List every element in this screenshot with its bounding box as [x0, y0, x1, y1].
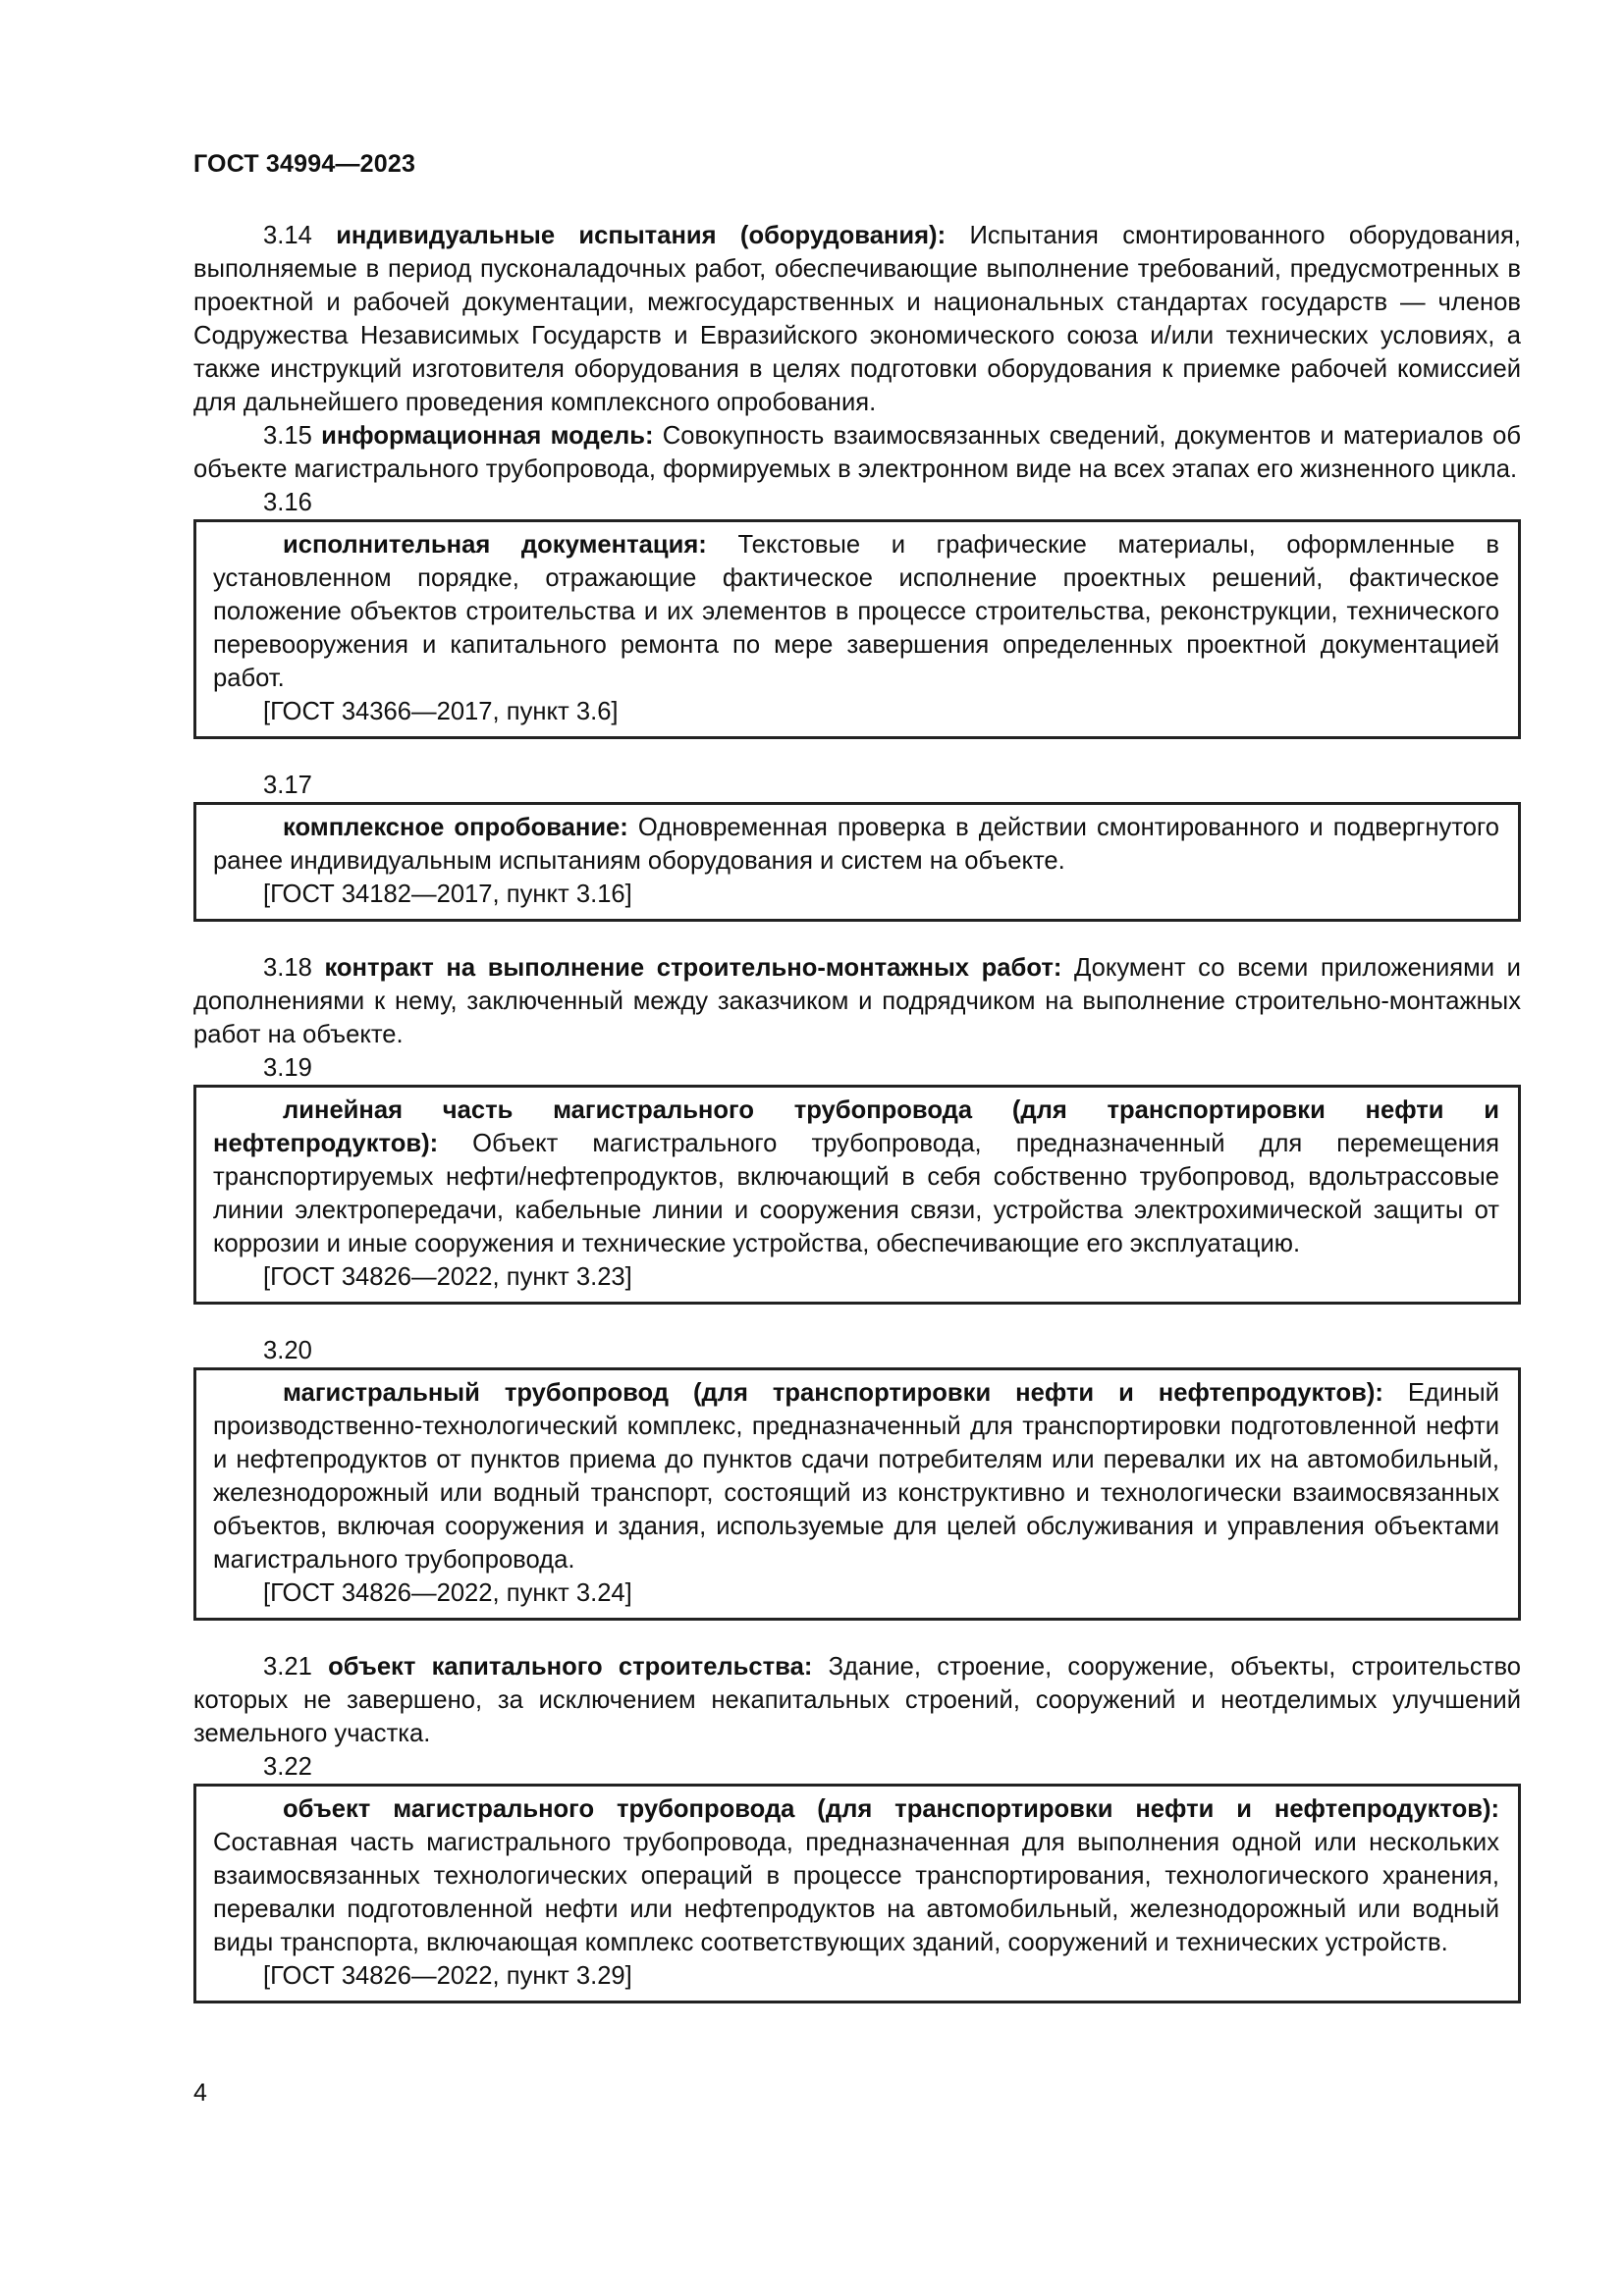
- term-title: магистральный трубопровод (для транспортировки нефти и нефтепродуктов):: [283, 1379, 1383, 1407]
- term-entry-3-21: [193, 1650, 1521, 1750]
- quoted-term-box-3-19: [193, 1085, 1521, 1305]
- term-definition: Документ со всеми приложениями и дополнениями к нему, заключенный между заказчиком и подрядчиком на выполнение строительно-монтажных работ на объекте.: [193, 954, 1521, 1048]
- term-definition: Текстовые и графические материалы, оформленные в установленном порядке, отражающие фактическое исполнение проектных решений, фактическое положение объектов строительства и их элементов в процессе строительства, реконструкции, технического перевооружения и капитального ремонта по мере завершения определенных проектной документацией работ.: [213, 531, 1499, 692]
- document-body: [193, 219, 1521, 2003]
- entry-number-3-16: 3.16: [263, 489, 312, 516]
- term-title: объект капитального строительства:: [328, 1653, 813, 1681]
- term-definition: Единый производственно-технологический комплекс, предназначенный для транспортировки подготовленной нефти и нефтепродуктов от пунктов приема до пунктов сдачи потребителям или перевалки их на автомобильный, железнодорожный или водный транспорт, состоящий из конструктивно и технологически взаимосвязанных объектов, включая сооружения и здания, используемые для целей обслуживания и управления объектами магистрального трубопровода.: [213, 1379, 1499, 1574]
- source-reference: [ГОСТ 34826—2022, пункт 3.29]: [263, 1962, 632, 1990]
- entry-number-3-17: 3.17: [263, 772, 312, 799]
- quoted-term-box-3-17: [193, 802, 1521, 922]
- entry-number: 3.18: [263, 954, 312, 982]
- term-title: линейная часть магистрального трубопровода (для транспортировки нефти и нефтепродуктов):: [213, 1096, 1499, 1157]
- entry-number-3-22: 3.22: [263, 1753, 312, 1781]
- entry-number: 3.15: [263, 422, 312, 450]
- term-definition: Одновременная проверка в действии смонтированного и подвергнутого ранее индивидуальным испытаниям оборудования и систем на объекте.: [213, 814, 1499, 875]
- term-entry-3-20: [213, 1376, 1499, 1576]
- term-entry-3-22: [213, 1792, 1499, 1959]
- term-title: объект магистрального трубопровода (для транспортировки нефти и нефтепродуктов):: [283, 1795, 1499, 1823]
- term-entry-3-19: [213, 1094, 1499, 1260]
- term-title: комплексное опробование:: [283, 814, 628, 841]
- quoted-term-box-3-20: [193, 1367, 1521, 1621]
- source-reference: [ГОСТ 34182—2017, пункт 3.16]: [263, 881, 632, 908]
- term-title: индивидуальные испытания (оборудования):: [336, 222, 947, 249]
- term-definition: Испытания смонтированного оборудования, выполняемые в период пусконаладочных работ, обеспечивающие выполнение требований, предусмотренных в проектной и рабочей документации, межгосударственных и национальных стандартах государств — членов Содружества Независимых Государств и Евразийского экономического союза и/или технических условиях, а также инструкций изготовителя оборудования в целях подготовки оборудования к приемке рабочей комиссией для дальнейшего проведения комплексного опробования.: [193, 222, 1521, 416]
- term-title: исполнительная документация:: [283, 531, 707, 559]
- source-reference: [ГОСТ 34366—2017, пункт 3.6]: [263, 698, 619, 725]
- term-title: контракт на выполнение строительно-монтажных работ:: [324, 954, 1062, 982]
- entry-number-3-19: 3.19: [263, 1054, 312, 1082]
- term-entry-3-15: [193, 419, 1521, 486]
- entry-number: 3.21: [263, 1653, 312, 1681]
- source-reference: [ГОСТ 34826—2022, пункт 3.24]: [263, 1579, 632, 1607]
- quoted-term-box-3-22: [193, 1784, 1521, 2003]
- term-definition: Объект магистрального трубопровода, предназначенный для перемещения транспортируемых нефти/нефтепродуктов, включающий в себя собственно трубопровод, вдольтрассовые линии электропередачи, кабельные линии и сооружения связи, устройства электрохимической защиты от коррозии и иные сооружения и технические устройства, обеспечивающие его эксплуатацию.: [213, 1130, 1499, 1257]
- term-title: информационная модель:: [321, 422, 654, 450]
- term-entry-3-18: [193, 951, 1521, 1051]
- entry-number-3-20: 3.20: [263, 1337, 312, 1364]
- page-number: 4: [193, 2079, 207, 2107]
- term-entry-3-17: [213, 811, 1499, 878]
- quoted-term-box-3-16: [193, 519, 1521, 739]
- term-entry-3-14: [193, 219, 1521, 419]
- document-code-header: ГОСТ 34994—2023: [193, 150, 416, 178]
- term-definition: Составная часть магистрального трубопровода, предназначенная для выполнения одной или нескольких взаимосвязанных технологических операций в процессе транспортирования, технологического хранения, перевалки подготовленной нефти или нефтепродуктов на автомобильный, железнодорожный или водный виды транспорта, включающая комплекс соответствующих зданий, сооружений и технических устройств.: [213, 1829, 1499, 1956]
- term-definition: Здание, строение, сооружение, объекты, строительство которых не завершено, за исключением некапитальных строений, сооружений и неотделимых улучшений земельного участка.: [193, 1653, 1521, 1747]
- entry-number: 3.14: [263, 222, 312, 249]
- term-definition: Совокупность взаимосвязанных сведений, документов и материалов об объекте магистрального трубопровода, формируемых в электронном виде на всех этапах его жизненного цикла.: [193, 422, 1521, 483]
- source-reference: [ГОСТ 34826—2022, пункт 3.23]: [263, 1263, 632, 1291]
- term-entry-3-16: [213, 528, 1499, 695]
